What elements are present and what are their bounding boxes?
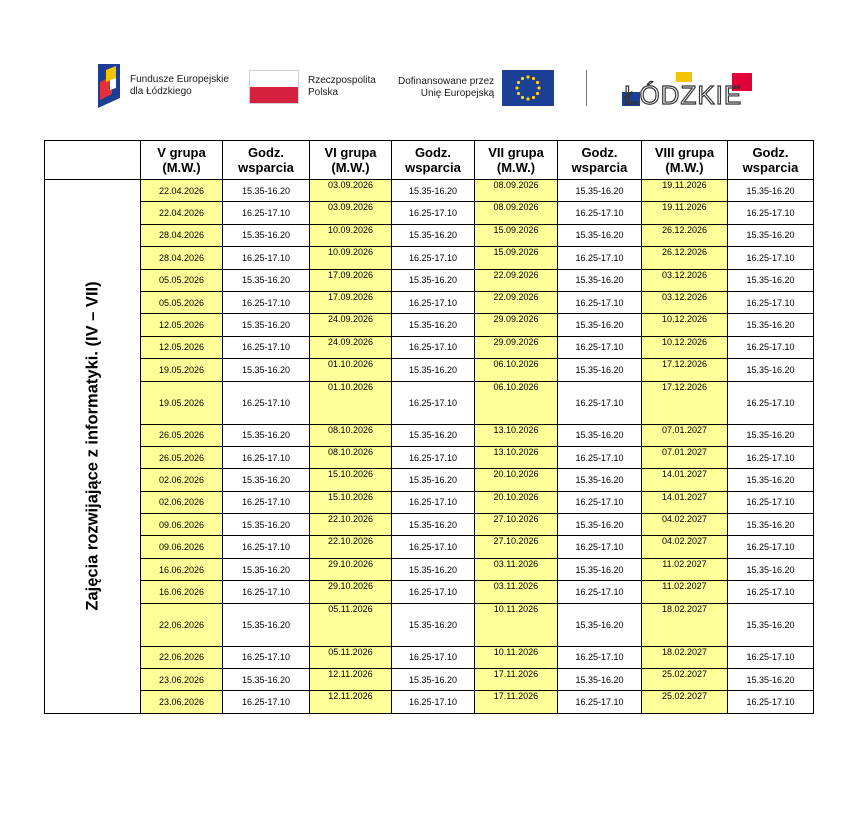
lodzkie-region-logo <box>618 70 758 110</box>
time-cell: 15.35-16.20 <box>223 469 310 491</box>
time-cell: 15.35-16.20 <box>558 558 642 580</box>
time-cell: 15.35-16.20 <box>728 603 814 646</box>
time-cell: 15.35-16.20 <box>223 603 310 646</box>
time-cell: 16.25-17.10 <box>223 536 310 558</box>
date-cell: 12.05.2026 <box>141 314 223 336</box>
time-cell: 16.25-17.10 <box>558 536 642 558</box>
date-cell: 24.09.2026 <box>310 336 392 358</box>
time-cell: 15.35-16.20 <box>558 603 642 646</box>
time-cell: 15.35-16.20 <box>392 359 475 381</box>
date-cell: 23.06.2026 <box>141 669 223 691</box>
time-cell: 15.35-16.20 <box>223 314 310 336</box>
date-cell: 17.12.2026 <box>642 359 728 381</box>
column-header-7 <box>728 141 814 180</box>
time-cell: 16.25-17.10 <box>223 381 310 424</box>
time-cell: 16.25-17.10 <box>558 202 642 224</box>
time-cell: 15.35-16.20 <box>558 269 642 291</box>
column-header-line1: VI grupa <box>324 145 377 160</box>
date-cell: 13.10.2026 <box>475 446 558 468</box>
date-cell: 15.10.2026 <box>310 491 392 513</box>
table-row <box>45 269 814 291</box>
time-cell: 15.35-16.20 <box>728 514 814 536</box>
time-cell: 15.35-16.20 <box>558 469 642 491</box>
date-cell: 04.02.2027 <box>642 514 728 536</box>
date-cell: 03.11.2026 <box>475 558 558 580</box>
column-header-line2: wsparcia <box>405 160 461 175</box>
date-cell: 11.02.2027 <box>642 558 728 580</box>
column-header-3 <box>392 141 475 180</box>
date-cell: 07.01.2027 <box>642 424 728 446</box>
table-row <box>45 381 814 424</box>
time-cell: 15.35-16.20 <box>728 558 814 580</box>
time-cell: 16.25-17.10 <box>392 446 475 468</box>
table-row <box>45 646 814 668</box>
date-cell: 17.12.2026 <box>642 381 728 424</box>
column-header-4 <box>475 141 558 180</box>
date-cell: 24.09.2026 <box>310 314 392 336</box>
time-cell: 15.35-16.20 <box>558 359 642 381</box>
time-cell: 16.25-17.10 <box>392 646 475 668</box>
table-row <box>45 581 814 603</box>
date-cell: 03.12.2026 <box>642 291 728 313</box>
table-row <box>45 202 814 224</box>
ue-logo-text <box>398 76 494 100</box>
date-cell: 19.11.2026 <box>642 202 728 224</box>
ue-line2: Unię Europejską <box>420 88 495 99</box>
table-row <box>45 603 814 646</box>
column-header-line1: VIII grupa <box>654 145 715 160</box>
polish-flag-icon <box>249 70 299 104</box>
column-header-line1: Godz. <box>247 145 285 160</box>
time-cell: 16.25-17.10 <box>728 646 814 668</box>
fe-flag-mark-icon <box>98 64 124 108</box>
time-cell: 16.25-17.10 <box>392 581 475 603</box>
date-cell: 20.10.2026 <box>475 469 558 491</box>
date-cell: 10.12.2026 <box>642 314 728 336</box>
date-cell: 16.06.2026 <box>141 558 223 580</box>
table-row <box>45 180 814 202</box>
date-cell: 03.11.2026 <box>475 581 558 603</box>
ue-line1: Dofinansowane przez <box>398 76 495 87</box>
date-cell: 28.04.2026 <box>141 224 223 246</box>
table-row <box>45 514 814 536</box>
date-cell: 20.10.2026 <box>475 491 558 513</box>
time-cell: 15.35-16.20 <box>392 669 475 691</box>
time-cell: 16.25-17.10 <box>392 291 475 313</box>
column-header-line2: (M.W.) <box>162 160 201 175</box>
time-cell: 16.25-17.10 <box>728 491 814 513</box>
date-cell: 17.09.2026 <box>310 269 392 291</box>
date-cell: 22.09.2026 <box>475 291 558 313</box>
date-cell: 22.06.2026 <box>141 646 223 668</box>
date-cell: 25.02.2027 <box>642 691 728 713</box>
column-header-line2: wsparcia <box>742 160 799 175</box>
column-header-line1: Godz. <box>581 145 618 160</box>
time-cell: 16.25-17.10 <box>728 581 814 603</box>
time-cell: 16.25-17.10 <box>392 381 475 424</box>
time-cell: 16.25-17.10 <box>558 646 642 668</box>
time-cell: 16.25-17.10 <box>223 691 310 713</box>
time-cell: 16.25-17.10 <box>223 336 310 358</box>
eu-funding-logo <box>398 70 554 106</box>
time-cell: 16.25-17.10 <box>392 202 475 224</box>
date-cell: 03.12.2026 <box>642 269 728 291</box>
time-cell: 16.25-17.10 <box>558 381 642 424</box>
time-cell: 15.35-16.20 <box>223 669 310 691</box>
date-cell: 27.10.2026 <box>475 536 558 558</box>
date-cell: 12.05.2026 <box>141 336 223 358</box>
date-cell: 10.11.2026 <box>475 603 558 646</box>
date-cell: 06.10.2026 <box>475 359 558 381</box>
time-cell: 15.35-16.20 <box>392 224 475 246</box>
date-cell: 22.04.2026 <box>141 180 223 202</box>
column-header-line2: (M.W.) <box>665 160 704 175</box>
region-logo-text: ŁÓDZKIE <box>624 80 743 110</box>
subject-side-cell <box>45 180 141 714</box>
column-header-line1: VII grupa <box>488 145 544 160</box>
date-cell: 29.09.2026 <box>475 314 558 336</box>
time-cell: 16.25-17.10 <box>728 291 814 313</box>
date-cell: 07.01.2027 <box>642 446 728 468</box>
lodzkie-wordmark-icon <box>618 70 758 110</box>
date-cell: 17.11.2026 <box>475 691 558 713</box>
time-cell: 16.25-17.10 <box>223 291 310 313</box>
date-cell: 29.10.2026 <box>310 581 392 603</box>
date-cell: 22.04.2026 <box>141 202 223 224</box>
date-cell: 10.12.2026 <box>642 336 728 358</box>
date-cell: 22.10.2026 <box>310 514 392 536</box>
date-cell: 26.05.2026 <box>141 424 223 446</box>
time-cell: 15.35-16.20 <box>392 603 475 646</box>
date-cell: 28.04.2026 <box>141 247 223 269</box>
time-cell: 15.35-16.20 <box>392 558 475 580</box>
date-cell: 14.01.2027 <box>642 469 728 491</box>
time-cell: 15.35-16.20 <box>558 314 642 336</box>
rp-line1: Rzeczpospolita <box>308 75 376 86</box>
time-cell: 16.25-17.10 <box>558 491 642 513</box>
date-cell: 15.09.2026 <box>475 224 558 246</box>
table-row <box>45 359 814 381</box>
table-row <box>45 691 814 713</box>
time-cell: 15.35-16.20 <box>392 180 475 202</box>
column-header-6 <box>642 141 728 180</box>
fundusze-europejskie-logo <box>98 64 229 108</box>
column-header-1 <box>223 141 310 180</box>
table-row <box>45 424 814 446</box>
date-cell: 26.05.2026 <box>141 446 223 468</box>
schedule-table <box>44 140 814 714</box>
date-cell: 12.11.2026 <box>310 691 392 713</box>
time-cell: 16.25-17.10 <box>558 691 642 713</box>
time-cell: 15.35-16.20 <box>392 269 475 291</box>
time-cell: 16.25-17.10 <box>558 446 642 468</box>
table-row <box>45 247 814 269</box>
table-row <box>45 291 814 313</box>
table-row <box>45 558 814 580</box>
rzeczpospolita-logo <box>249 70 376 104</box>
time-cell: 16.25-17.10 <box>558 247 642 269</box>
time-cell: 16.25-17.10 <box>223 247 310 269</box>
time-cell: 15.35-16.20 <box>223 359 310 381</box>
date-cell: 10.09.2026 <box>310 224 392 246</box>
time-cell: 15.35-16.20 <box>392 314 475 336</box>
eu-flag-icon <box>502 70 554 106</box>
date-cell: 05.05.2026 <box>141 291 223 313</box>
column-header-2 <box>310 141 392 180</box>
time-cell: 15.35-16.20 <box>223 558 310 580</box>
date-cell: 08.10.2026 <box>310 446 392 468</box>
column-header-line2: (M.W.) <box>496 160 536 175</box>
fe-logo-text <box>130 74 229 98</box>
time-cell: 15.35-16.20 <box>728 424 814 446</box>
time-cell: 16.25-17.10 <box>558 581 642 603</box>
date-cell: 15.10.2026 <box>310 469 392 491</box>
time-cell: 16.25-17.10 <box>223 491 310 513</box>
time-cell: 15.35-16.20 <box>392 469 475 491</box>
time-cell: 16.25-17.10 <box>223 646 310 668</box>
time-cell: 16.25-17.10 <box>392 491 475 513</box>
time-cell: 15.35-16.20 <box>558 180 642 202</box>
date-cell: 16.06.2026 <box>141 581 223 603</box>
date-cell: 01.10.2026 <box>310 359 392 381</box>
time-cell: 16.25-17.10 <box>392 247 475 269</box>
time-cell: 15.35-16.20 <box>728 669 814 691</box>
table-row <box>45 491 814 513</box>
date-cell: 18.02.2027 <box>642 603 728 646</box>
date-cell: 09.06.2026 <box>141 536 223 558</box>
time-cell: 15.35-16.20 <box>223 424 310 446</box>
date-cell: 06.10.2026 <box>475 381 558 424</box>
time-cell: 15.35-16.20 <box>558 669 642 691</box>
date-cell: 27.10.2026 <box>475 514 558 536</box>
date-cell: 22.09.2026 <box>475 269 558 291</box>
logo-strip <box>0 62 863 118</box>
column-header-line2: wsparcia <box>238 160 294 175</box>
time-cell: 15.35-16.20 <box>728 180 814 202</box>
time-cell: 15.35-16.20 <box>558 514 642 536</box>
date-cell: 08.09.2026 <box>475 202 558 224</box>
date-cell: 01.10.2026 <box>310 381 392 424</box>
date-cell: 17.11.2026 <box>475 669 558 691</box>
date-cell: 10.09.2026 <box>310 247 392 269</box>
column-header-line1: Godz. <box>414 145 452 160</box>
date-cell: 08.09.2026 <box>475 180 558 202</box>
time-cell: 16.25-17.10 <box>728 536 814 558</box>
table-row <box>45 314 814 336</box>
date-cell: 10.11.2026 <box>475 646 558 668</box>
date-cell: 29.10.2026 <box>310 558 392 580</box>
time-cell: 15.35-16.20 <box>728 314 814 336</box>
time-cell: 16.25-17.10 <box>728 691 814 713</box>
rp-line2: Polska <box>308 87 339 98</box>
time-cell: 15.35-16.20 <box>223 224 310 246</box>
date-cell: 13.10.2026 <box>475 424 558 446</box>
table-header-row <box>45 141 814 180</box>
date-cell: 04.02.2027 <box>642 536 728 558</box>
time-cell: 16.25-17.10 <box>392 336 475 358</box>
date-cell: 11.02.2027 <box>642 581 728 603</box>
date-cell: 09.06.2026 <box>141 514 223 536</box>
time-cell: 15.35-16.20 <box>728 224 814 246</box>
date-cell: 29.09.2026 <box>475 336 558 358</box>
header-blank-cell <box>45 141 141 180</box>
date-cell: 12.11.2026 <box>310 669 392 691</box>
date-cell: 22.10.2026 <box>310 536 392 558</box>
date-cell: 17.09.2026 <box>310 291 392 313</box>
table-row <box>45 446 814 468</box>
column-header-5 <box>558 141 642 180</box>
time-cell: 16.25-17.10 <box>392 536 475 558</box>
date-cell: 15.09.2026 <box>475 247 558 269</box>
time-cell: 15.35-16.20 <box>392 514 475 536</box>
date-cell: 18.02.2027 <box>642 646 728 668</box>
date-cell: 05.11.2026 <box>310 646 392 668</box>
time-cell: 15.35-16.20 <box>223 180 310 202</box>
fe-line2: dla Łódzkiego <box>130 86 192 97</box>
date-cell: 26.12.2026 <box>642 224 728 246</box>
time-cell: 16.25-17.10 <box>728 202 814 224</box>
time-cell: 16.25-17.10 <box>223 446 310 468</box>
time-cell: 16.25-17.10 <box>728 336 814 358</box>
date-cell: 22.06.2026 <box>141 603 223 646</box>
date-cell: 23.06.2026 <box>141 691 223 713</box>
column-header-line1: Godz. <box>752 145 789 160</box>
time-cell: 16.25-17.10 <box>728 446 814 468</box>
table-row <box>45 536 814 558</box>
date-cell: 08.10.2026 <box>310 424 392 446</box>
time-cell: 16.25-17.10 <box>223 202 310 224</box>
table-row <box>45 669 814 691</box>
time-cell: 16.25-17.10 <box>558 336 642 358</box>
time-cell: 15.35-16.20 <box>223 269 310 291</box>
table-body <box>45 180 814 714</box>
time-cell: 16.25-17.10 <box>223 581 310 603</box>
time-cell: 15.35-16.20 <box>558 224 642 246</box>
time-cell: 15.35-16.20 <box>558 424 642 446</box>
date-cell: 19.05.2026 <box>141 359 223 381</box>
fe-line1: Fundusze Europejskie <box>130 74 229 85</box>
rp-logo-text <box>308 75 376 99</box>
column-header-line2: (M.W.) <box>331 160 370 175</box>
time-cell: 15.35-16.20 <box>728 269 814 291</box>
date-cell: 02.06.2026 <box>141 491 223 513</box>
table-row <box>45 224 814 246</box>
time-cell: 15.35-16.20 <box>392 424 475 446</box>
logo-divider <box>586 70 587 106</box>
date-cell: 03.09.2026 <box>310 180 392 202</box>
date-cell: 03.09.2026 <box>310 202 392 224</box>
time-cell: 15.35-16.20 <box>728 469 814 491</box>
date-cell: 05.05.2026 <box>141 269 223 291</box>
date-cell: 19.05.2026 <box>141 381 223 424</box>
time-cell: 15.35-16.20 <box>728 359 814 381</box>
time-cell: 16.25-17.10 <box>728 381 814 424</box>
time-cell: 16.25-17.10 <box>558 291 642 313</box>
table-row <box>45 469 814 491</box>
time-cell: 15.35-16.20 <box>223 514 310 536</box>
column-header-line1: V grupa <box>157 145 206 160</box>
date-cell: 02.06.2026 <box>141 469 223 491</box>
time-cell: 16.25-17.10 <box>728 247 814 269</box>
date-cell: 26.12.2026 <box>642 247 728 269</box>
date-cell: 25.02.2027 <box>642 669 728 691</box>
date-cell: 19.11.2026 <box>642 180 728 202</box>
table-row <box>45 336 814 358</box>
column-header-0 <box>141 141 223 180</box>
subject-side-label: Zajęcia rozwijające z informatyki. (IV – VII) <box>83 281 101 612</box>
time-cell: 16.25-17.10 <box>392 691 475 713</box>
date-cell: 05.11.2026 <box>310 603 392 646</box>
column-header-line2: wsparcia <box>571 160 628 175</box>
date-cell: 14.01.2027 <box>642 491 728 513</box>
